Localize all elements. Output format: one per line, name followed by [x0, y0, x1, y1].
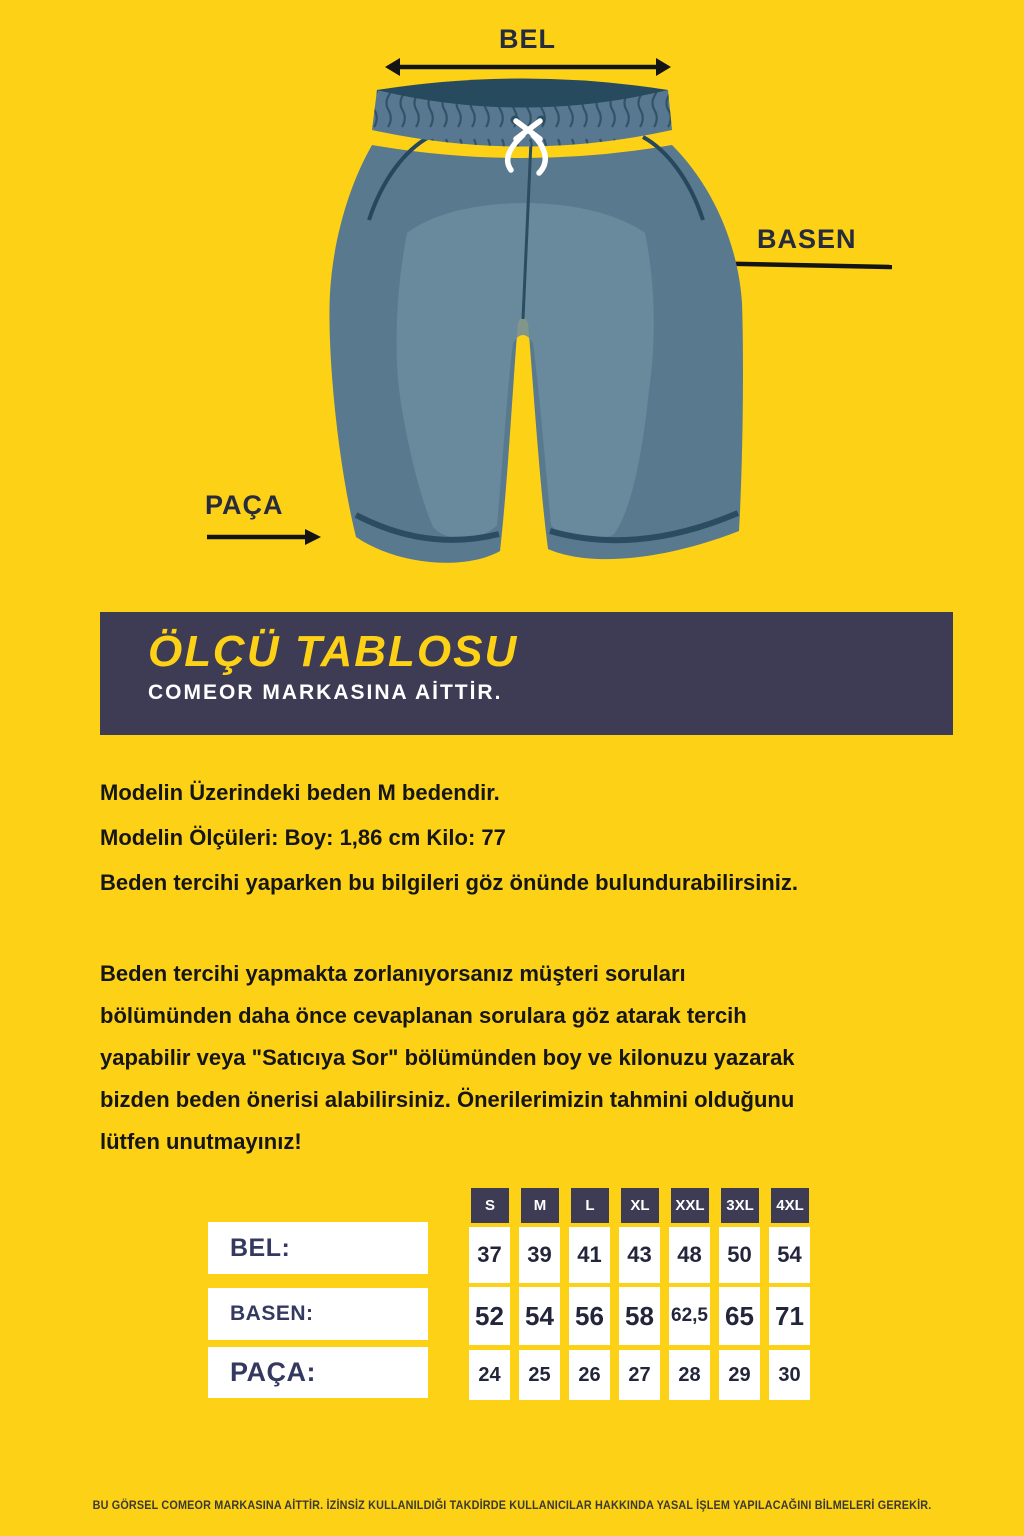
size-value-cell: 41: [569, 1227, 610, 1283]
row-label-basen: BASEN:: [208, 1288, 428, 1340]
size-value-cell: 28: [669, 1350, 710, 1400]
table-row-basen-values: [469, 1287, 810, 1345]
size-value-cell: 43: [619, 1227, 660, 1283]
hem-arrow: [205, 528, 323, 546]
footer-disclaimer: [0, 1496, 1024, 1514]
model-info-line: Beden tercihi yaparken bu bilgileri göz önünde bulundurabilirsiniz.: [100, 870, 798, 895]
table-row-bel-values: [469, 1227, 810, 1283]
size-value-cell: 50: [719, 1227, 760, 1283]
size-value-cell: 24: [469, 1350, 510, 1400]
row-label-bel: BEL:: [208, 1222, 428, 1274]
size-value-cell: 37: [469, 1227, 510, 1283]
size-value-cell: 39: [519, 1227, 560, 1283]
size-value-cell: 52: [469, 1287, 510, 1345]
size-header-cell: XXL: [671, 1188, 709, 1223]
size-value-cell: 29: [719, 1350, 760, 1400]
table-row-paca-values: [469, 1350, 810, 1400]
size-value-cell: 25: [519, 1350, 560, 1400]
size-value-cell: 30: [769, 1350, 810, 1400]
size-value-cell: 62,5: [669, 1287, 710, 1345]
size-value-cell: 27: [619, 1350, 660, 1400]
waist-measure-label: BEL: [499, 24, 556, 54]
size-value-cell: 56: [569, 1287, 610, 1345]
banner-subtitle: COMEOR MARKASINA AİTTİR.: [148, 681, 503, 704]
banner: [100, 612, 953, 735]
model-info-line: Modelin Ölçüleri: Boy: 1,86 cm Kilo: 77: [100, 825, 506, 850]
size-note-line: bölümünden daha önce cevaplanan sorulara göz atarak tercih: [100, 1003, 747, 1028]
size-note-line: bizden beden önerisi alabilirsiniz. Önerilerimizin tahmini olduğunu: [100, 1087, 795, 1112]
size-header-cell: L: [571, 1188, 609, 1223]
size-note-paragraph: [100, 953, 795, 1163]
size-value-cell: 54: [519, 1287, 560, 1345]
hip-measure-label: BASEN: [757, 224, 857, 254]
shorts-illustration: [327, 75, 745, 569]
size-value-cell: 65: [719, 1287, 760, 1345]
size-value-cell: 26: [569, 1350, 610, 1400]
size-value-cell: 54: [769, 1227, 810, 1283]
size-note-line: Beden tercihi yapmakta zorlanıyorsanız müşteri soruları: [100, 961, 686, 986]
size-header-cell: 4XL: [771, 1188, 809, 1223]
size-table-header: [471, 1188, 809, 1223]
size-note-line: lütfen unutmayınız!: [100, 1129, 302, 1154]
row-label-paca: PAÇA:: [208, 1347, 428, 1398]
size-value-cell: 58: [619, 1287, 660, 1345]
size-header-cell: M: [521, 1188, 559, 1223]
size-header-cell: 3XL: [721, 1188, 759, 1223]
footer-disclaimer-text: BU GÖRSEL COMEOR MARKASINA AİTTİR. İZİNSİZ KULLANILDIĞI TAKDİRDE KULLANICILAR HAKKINDA YASAL İŞLEM YAPILACAĞINI BİLMELERİ GEREKİR.: [92, 1498, 932, 1512]
model-info-paragraph: [100, 770, 798, 905]
hem-measure-label: PAÇA: [205, 490, 284, 520]
size-value-cell: 48: [669, 1227, 710, 1283]
size-note-line: yapabilir veya "Satıcıya Sor" bölümünden boy ve kilonuzu yazarak: [100, 1045, 795, 1070]
banner-title: ÖLÇÜ TABLOSU: [148, 627, 519, 676]
model-info-line: Modelin Üzerindeki beden M bedendir.: [100, 780, 500, 805]
size-header-cell: S: [471, 1188, 509, 1223]
size-value-cell: 71: [769, 1287, 810, 1345]
size-header-cell: XL: [621, 1188, 659, 1223]
